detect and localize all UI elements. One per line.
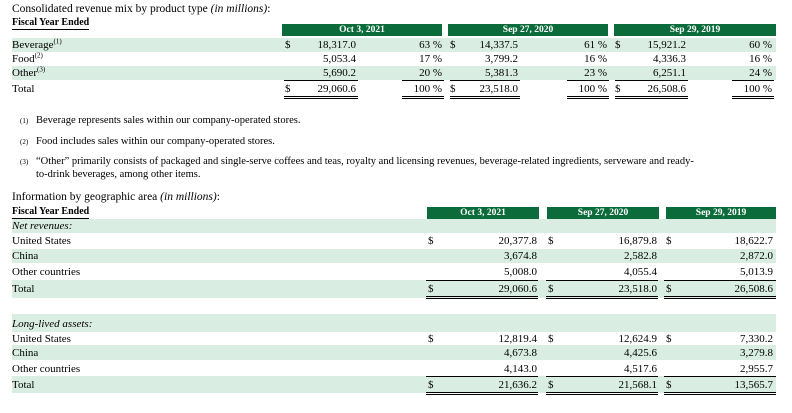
china-assets-2020: 4,425.6 [624, 347, 657, 359]
row-label-united-states: United States [12, 235, 71, 247]
other-2020-pct: 23 % [584, 67, 607, 79]
net-revenues-label: Net revenues: [12, 220, 73, 232]
currency-symbol: $ [450, 83, 456, 95]
other-2021-value: 5,690.2 [323, 67, 356, 79]
currency-symbol: $ [548, 379, 554, 391]
rule [664, 376, 776, 377]
total-rule [546, 392, 658, 395]
food-2020-value: 3,799.2 [485, 53, 518, 65]
other-revenue-2020: 4,055.4 [624, 266, 657, 278]
china-assets-2021: 4,673.8 [504, 347, 537, 359]
rule [450, 80, 520, 81]
total-2021-pct: 100 % [413, 83, 442, 95]
total-rule [664, 296, 776, 299]
row-band [12, 314, 776, 332]
total-2019-value: 26,508.6 [647, 83, 686, 95]
food-2020-pct: 16 % [584, 53, 607, 65]
total-rule [426, 296, 538, 299]
currency-symbol: $ [450, 39, 456, 51]
other-assets-2021: 4,143.0 [504, 363, 537, 375]
total-2020-value: 23,518.0 [479, 83, 518, 95]
row-band [12, 219, 776, 233]
period-header-2021: Oct 3, 2021 [427, 207, 539, 219]
china-revenue-2019: 2,872.0 [740, 250, 773, 262]
total-rule [284, 96, 358, 99]
row-label-total: Total [12, 379, 35, 391]
other-2019-value: 6,251.1 [653, 67, 686, 79]
total-rule [615, 96, 688, 99]
rule [426, 280, 538, 281]
other-revenue-2019: 5,013.9 [740, 266, 773, 278]
beverage-2020-pct: 61 % [584, 39, 607, 51]
total-rule [567, 96, 609, 99]
other-revenue-2021: 5,008.0 [504, 266, 537, 278]
currency-symbol: $ [666, 235, 672, 247]
us-revenue-2019: 18,622.7 [734, 235, 773, 247]
food-2019-pct: 16 % [749, 53, 772, 65]
us-assets-2020: 12,624.9 [618, 333, 657, 345]
row-label-total: Total [12, 283, 35, 295]
footnote-3-continued: to-drink beverages, among other items. [36, 169, 201, 180]
rule [546, 376, 658, 377]
footnote-2: (2) Food includes sales within our company-operated stores. [20, 136, 275, 147]
currency-symbol: $ [548, 283, 554, 295]
china-revenue-2021: 3,674.8 [504, 250, 537, 262]
total-revenue-2020: 23,518.0 [618, 283, 657, 295]
fiscal-year-label: Fiscal Year Ended [12, 17, 90, 28]
china-assets-2019: 3,279.8 [740, 347, 773, 359]
us-assets-2019: 7,330.2 [740, 333, 773, 345]
total-2021-value: 29,060.6 [317, 83, 356, 95]
rule [402, 80, 444, 81]
beverage-2021-value: 18,317.0 [317, 39, 356, 51]
period-header-2020: Sep 27, 2020 [547, 207, 659, 219]
row-label-china: China [12, 347, 39, 359]
rule [546, 280, 658, 281]
period-header-2019: Sep 29, 2019 [614, 24, 776, 36]
footnote-1: (1) Beverage represents sales within our company-operated stores. [20, 115, 301, 126]
footnote-3: (3) “Other” primarily consists of packaged and single-serve coffees and teas, royalty and licensing revenues, beverage-related ingredients, serveware and ready- [20, 156, 694, 167]
period-header-2019: Sep 29, 2019 [666, 207, 776, 219]
china-revenue-2020: 2,582.8 [624, 250, 657, 262]
us-assets-2021: 12,819.4 [498, 333, 537, 345]
currency-symbol: $ [428, 333, 434, 345]
total-2019-pct: 100 % [743, 83, 772, 95]
beverage-2019-value: 15,921.2 [647, 39, 686, 51]
row-label-other-countries: Other countries [12, 266, 81, 278]
currency-symbol: $ [285, 39, 291, 51]
currency-symbol: $ [666, 379, 672, 391]
currency-symbol: $ [615, 39, 621, 51]
total-revenue-2021: 29,060.6 [498, 283, 537, 295]
total-rule [664, 392, 776, 395]
rule [284, 80, 358, 81]
row-label-united-states: United States [12, 333, 71, 345]
other-2020-value: 5,381.3 [485, 67, 518, 79]
beverage-2020-value: 14,337.5 [479, 39, 518, 51]
row-label-beverage: Beverage$^{(1)}$ [12, 37, 62, 51]
other-2021-pct: 20 % [419, 67, 442, 79]
other-assets-2019: 2,955.7 [740, 363, 773, 375]
currency-symbol: $ [428, 235, 434, 247]
total-assets-2019: 13,565.7 [734, 379, 773, 391]
currency-symbol: $ [666, 333, 672, 345]
total-assets-2020: 21,568.1 [618, 379, 657, 391]
food-2021-pct: 17 % [419, 53, 442, 65]
rule [426, 376, 538, 377]
row-label-china: China [12, 250, 39, 262]
total-rule [450, 96, 520, 99]
currency-symbol: $ [548, 333, 554, 345]
row-band [12, 249, 776, 263]
fiscal-year-label: Fiscal Year Ended [12, 206, 90, 217]
total-assets-2021: 21,636.2 [498, 379, 537, 391]
row-label-total: Total [12, 83, 35, 95]
row-band [12, 345, 776, 360]
beverage-2021-pct: 63 % [419, 39, 442, 51]
rule [732, 80, 774, 81]
us-revenue-2021: 20,377.8 [498, 235, 537, 247]
total-rule [426, 392, 538, 395]
total-revenue-2019: 26,508.6 [734, 283, 773, 295]
total-rule [732, 96, 774, 99]
row-band [12, 280, 776, 298]
other-2019-pct: 24 % [749, 67, 772, 79]
row-label-other-countries: Other countries [12, 363, 81, 375]
row-label-other: Other$^{(3)}$ [12, 65, 46, 79]
rule [664, 280, 776, 281]
long-lived-assets-label: Long-lived assets: [12, 318, 93, 330]
period-header-2020: Sep 27, 2020 [448, 24, 608, 36]
us-revenue-2020: 16,879.8 [618, 235, 657, 247]
currency-symbol: $ [428, 283, 434, 295]
food-2019-value: 4,336.3 [653, 53, 686, 65]
beverage-2019-pct: 60 % [749, 39, 772, 51]
total-rule [546, 296, 658, 299]
currency-symbol: $ [615, 83, 621, 95]
currency-symbol: $ [666, 283, 672, 295]
row-band [12, 376, 776, 393]
geographic-title: Information by geographic area (in millions): [12, 191, 220, 203]
total-2020-pct: 100 % [578, 83, 607, 95]
total-rule [402, 96, 444, 99]
currency-symbol: $ [548, 235, 554, 247]
currency-symbol: $ [285, 83, 291, 95]
revenue-mix-title: Consolidated revenue mix by product type (in millions): [12, 3, 271, 15]
other-assets-2020: 4,517.6 [624, 363, 657, 375]
row-label-food: Food$^{(2)}$ [12, 51, 43, 65]
rule [567, 80, 609, 81]
food-2021-value: 5,053.4 [323, 53, 356, 65]
period-header-2021: Oct 3, 2021 [282, 24, 442, 36]
rule [615, 80, 688, 81]
currency-symbol: $ [428, 379, 434, 391]
